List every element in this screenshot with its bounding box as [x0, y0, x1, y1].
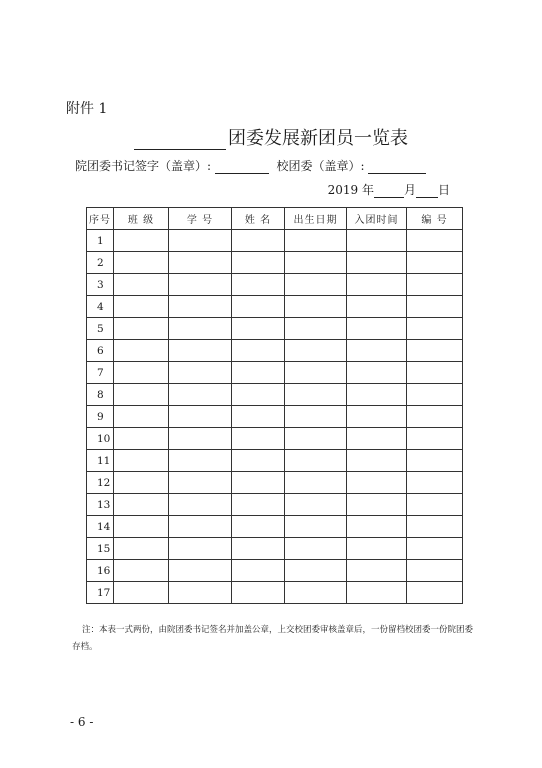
- cell-student-id[interactable]: [169, 450, 232, 472]
- cell-number[interactable]: [407, 362, 463, 384]
- cell-name[interactable]: [232, 516, 285, 538]
- cell-name[interactable]: [232, 362, 285, 384]
- cell-name[interactable]: [232, 450, 285, 472]
- signature-line: [75, 157, 426, 174]
- cell-number[interactable]: [407, 318, 463, 340]
- cell-number[interactable]: [407, 384, 463, 406]
- cell-birth-date[interactable]: [285, 362, 347, 384]
- table-row: [87, 406, 463, 428]
- cell-number[interactable]: [407, 450, 463, 472]
- cell-class[interactable]: [114, 318, 169, 340]
- cell-join-date[interactable]: [347, 516, 407, 538]
- cell-class[interactable]: [114, 406, 169, 428]
- cell-class[interactable]: [114, 494, 169, 516]
- cell-student-id[interactable]: [169, 516, 232, 538]
- cell-class[interactable]: [114, 274, 169, 296]
- table-row: [87, 318, 463, 340]
- cell-join-date[interactable]: [347, 406, 407, 428]
- cell-join-date[interactable]: [347, 274, 407, 296]
- cell-student-id[interactable]: [169, 318, 232, 340]
- header-number: 编 号: [407, 208, 463, 230]
- cell-birth-date[interactable]: [285, 318, 347, 340]
- cell-birth-date[interactable]: [285, 296, 347, 318]
- cell-student-id[interactable]: [169, 406, 232, 428]
- cell-join-date[interactable]: [347, 560, 407, 582]
- cell-number[interactable]: [407, 296, 463, 318]
- cell-name[interactable]: [232, 538, 285, 560]
- header-join-date: 入团时间: [347, 208, 407, 230]
- cell-join-date[interactable]: [347, 296, 407, 318]
- cell-birth-date[interactable]: [285, 274, 347, 296]
- cell-class[interactable]: [114, 428, 169, 450]
- cell-class[interactable]: [114, 582, 169, 604]
- cell-class[interactable]: [114, 230, 169, 252]
- cell-serial: 15: [87, 538, 114, 560]
- cell-join-date[interactable]: [347, 340, 407, 362]
- month-blank: [374, 184, 404, 198]
- cell-name[interactable]: [232, 582, 285, 604]
- cell-name[interactable]: [232, 230, 285, 252]
- cell-number[interactable]: [407, 406, 463, 428]
- table-row: [87, 538, 463, 560]
- cell-serial: 13: [87, 494, 114, 516]
- cell-serial: 10: [87, 428, 114, 450]
- cell-number[interactable]: [407, 472, 463, 494]
- table-row: [87, 230, 463, 252]
- title-blank-line: [134, 131, 226, 150]
- cell-birth-date[interactable]: [285, 406, 347, 428]
- cell-serial: 11: [87, 450, 114, 472]
- cell-name[interactable]: [232, 384, 285, 406]
- table-row: [87, 428, 463, 450]
- cell-birth-date[interactable]: [285, 560, 347, 582]
- cell-name[interactable]: [232, 560, 285, 582]
- cell-serial: 8: [87, 384, 114, 406]
- cell-birth-date[interactable]: [285, 230, 347, 252]
- cell-student-id[interactable]: [169, 582, 232, 604]
- cell-serial: 17: [87, 582, 114, 604]
- cell-join-date[interactable]: [347, 472, 407, 494]
- cell-student-id[interactable]: [169, 538, 232, 560]
- cell-birth-date[interactable]: [285, 516, 347, 538]
- cell-class[interactable]: [114, 450, 169, 472]
- cell-join-date[interactable]: [347, 362, 407, 384]
- cell-birth-date[interactable]: [285, 494, 347, 516]
- cell-student-id[interactable]: [169, 494, 232, 516]
- cell-name[interactable]: [232, 428, 285, 450]
- cell-number[interactable]: [407, 560, 463, 582]
- title-text: 团委发展新团员一览表: [228, 128, 408, 149]
- table-row: [87, 274, 463, 296]
- cell-number[interactable]: [407, 274, 463, 296]
- cell-class[interactable]: [114, 296, 169, 318]
- cell-number[interactable]: [407, 516, 463, 538]
- cell-join-date[interactable]: [347, 450, 407, 472]
- cell-student-id[interactable]: [169, 274, 232, 296]
- school-seal-blank: [368, 160, 426, 174]
- cell-student-id[interactable]: [169, 472, 232, 494]
- cell-join-date[interactable]: [347, 538, 407, 560]
- cell-class[interactable]: [114, 362, 169, 384]
- cell-name[interactable]: [232, 318, 285, 340]
- document-title: [0, 124, 542, 150]
- cell-birth-date[interactable]: [285, 428, 347, 450]
- footnote: 注：本表一式两份，由院团委书记签名并加盖公章，上交校团委审核盖章后，一份留档校团委一份院团委存档。: [72, 625, 474, 652]
- cell-number[interactable]: [407, 428, 463, 450]
- table-row: [87, 340, 463, 362]
- date-month-char: 月: [403, 183, 416, 197]
- header-birth-date: 出生日期: [285, 208, 347, 230]
- cell-birth-date[interactable]: [285, 340, 347, 362]
- cell-student-id[interactable]: [169, 296, 232, 318]
- cell-student-id[interactable]: [169, 428, 232, 450]
- table-row: [87, 494, 463, 516]
- new-members-table: [86, 207, 463, 604]
- cell-student-id[interactable]: [169, 560, 232, 582]
- date-line: [328, 181, 450, 198]
- cell-name[interactable]: [232, 296, 285, 318]
- cell-name[interactable]: [232, 274, 285, 296]
- cell-birth-date[interactable]: [285, 582, 347, 604]
- cell-birth-date[interactable]: [285, 472, 347, 494]
- cell-class[interactable]: [114, 472, 169, 494]
- date-year: 2019 年: [327, 183, 374, 197]
- cell-number[interactable]: [407, 230, 463, 252]
- cell-join-date[interactable]: [347, 494, 407, 516]
- cell-join-date[interactable]: [347, 230, 407, 252]
- cell-class[interactable]: [114, 252, 169, 274]
- day-blank: [416, 184, 438, 198]
- table-row: [87, 296, 463, 318]
- college-signature-blank: [215, 160, 269, 174]
- cell-serial: 14: [87, 516, 114, 538]
- cell-class[interactable]: [114, 340, 169, 362]
- cell-class[interactable]: [114, 560, 169, 582]
- cell-serial: 16: [87, 560, 114, 582]
- cell-name[interactable]: [232, 472, 285, 494]
- cell-serial: 4: [87, 296, 114, 318]
- cell-serial: 1: [87, 230, 114, 252]
- table-row: [87, 582, 463, 604]
- cell-number[interactable]: [407, 252, 463, 274]
- cell-birth-date[interactable]: [285, 538, 347, 560]
- school-seal-label: 校团委（盖章）:: [276, 159, 365, 173]
- cell-student-id[interactable]: [169, 340, 232, 362]
- college-signature-label: 院团委书记签字（盖章）:: [75, 159, 212, 173]
- cell-join-date[interactable]: [347, 384, 407, 406]
- cell-birth-date[interactable]: [285, 384, 347, 406]
- attachment-label: 附件 1: [66, 101, 108, 117]
- cell-serial: 7: [87, 362, 114, 384]
- table-row: [87, 516, 463, 538]
- table-row: [87, 252, 463, 274]
- cell-student-id[interactable]: [169, 384, 232, 406]
- cell-name[interactable]: [232, 340, 285, 362]
- cell-serial: 3: [87, 274, 114, 296]
- table-header-row: [87, 208, 463, 230]
- table-row: [87, 560, 463, 582]
- cell-class[interactable]: [114, 538, 169, 560]
- cell-serial: 6: [87, 340, 114, 362]
- cell-name[interactable]: [232, 406, 285, 428]
- table-row: [87, 472, 463, 494]
- cell-number[interactable]: [407, 340, 463, 362]
- cell-birth-date[interactable]: [285, 450, 347, 472]
- header-serial: 序号: [87, 208, 114, 230]
- cell-birth-date[interactable]: [285, 252, 347, 274]
- cell-class[interactable]: [114, 516, 169, 538]
- cell-number[interactable]: [407, 538, 463, 560]
- cell-serial: 12: [87, 472, 114, 494]
- cell-number[interactable]: [407, 494, 463, 516]
- header-name: 姓 名: [232, 208, 285, 230]
- page-number: - 6 -: [70, 715, 94, 729]
- cell-join-date[interactable]: [347, 252, 407, 274]
- cell-serial: 9: [87, 406, 114, 428]
- table-row: [87, 362, 463, 384]
- cell-join-date[interactable]: [347, 318, 407, 340]
- header-class: 班 级: [114, 208, 169, 230]
- date-day-char: 日: [437, 183, 450, 197]
- header-student-id: 学 号: [169, 208, 232, 230]
- cell-name[interactable]: [232, 252, 285, 274]
- cell-student-id[interactable]: [169, 252, 232, 274]
- cell-join-date[interactable]: [347, 428, 407, 450]
- cell-join-date[interactable]: [347, 582, 407, 604]
- cell-number[interactable]: [407, 582, 463, 604]
- cell-serial: 2: [87, 252, 114, 274]
- cell-serial: 5: [87, 318, 114, 340]
- cell-student-id[interactable]: [169, 362, 232, 384]
- cell-name[interactable]: [232, 494, 285, 516]
- table-row: [87, 450, 463, 472]
- cell-student-id[interactable]: [169, 230, 232, 252]
- cell-class[interactable]: [114, 384, 169, 406]
- table-row: [87, 384, 463, 406]
